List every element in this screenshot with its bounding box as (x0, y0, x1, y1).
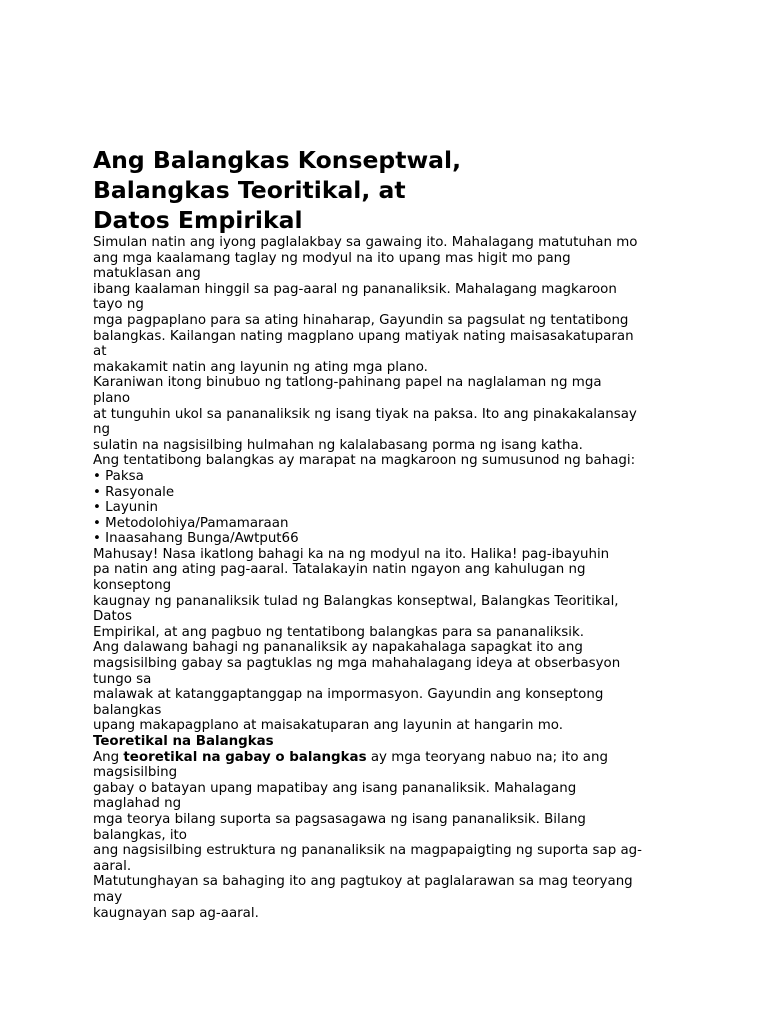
text-line: Datos (93, 609, 132, 625)
text-line: mga pagpaplano para sa ating hinaharap, Gayundin sa pagsulat ng tentatibong (93, 312, 629, 328)
title-line: Ang Balangkas Konseptwal, (93, 146, 462, 174)
section-subheading: Teoretikal na Balangkas (93, 734, 274, 749)
bullet-item: • Metodolohiya/Pamamaraan (93, 515, 289, 531)
document-body (93, 235, 683, 921)
text-line (93, 750, 683, 766)
document-page (93, 145, 683, 921)
text-line: ng (93, 422, 110, 438)
text-line: balangkas. Kailangan nating magplano upang matiyak nating maisasakatuparan (93, 328, 634, 344)
text-line: at tunguhin ukol sa pananaliksik ng isang tiyak na paksa. Ito ang pinakakalansay (93, 406, 637, 422)
bullet-item: • Rasyonale (93, 484, 175, 500)
text-line: makakamit natin ang layunin ng ating mga plano. (93, 359, 428, 375)
text-line: Mahusay! Nasa ikatlong bahagi ka na ng modyul na ito. Halika! pag-ibayuhin (93, 546, 610, 562)
bullet-item: • Inaasahang Bunga/Awtput66 (93, 531, 299, 547)
text-line: balangkas (93, 702, 162, 718)
text-line: Simulan natin ang iyong paglalakbay sa gawaing ito. Mahalagang matutuhan mo (93, 235, 638, 250)
text-line: magsisilbing (93, 765, 178, 781)
bullet-item: • Layunin (93, 500, 158, 516)
text-run: Ang (93, 749, 124, 765)
text-line: at (93, 344, 107, 360)
text-line: Empirikal, at ang pagbuo ng tentatibong balangkas para sa pananaliksik. (93, 624, 584, 640)
text-line: ibang kaalaman hinggil sa pag-aaral ng pananaliksik. Mahalagang magkaroon (93, 281, 617, 297)
text-line: tayo ng (93, 297, 144, 313)
text-line: balangkas, ito (93, 827, 187, 843)
text-line: gabay o batayan upang mapatibay ang isang pananaliksik. Mahalagang (93, 780, 577, 796)
text-line: sulatin na nagsisilbing hulmahan ng kalalabasang porma ng isang katha. (93, 437, 583, 453)
text-line: Ang tentatibong balangkas ay marapat na magkaroon ng sumusunod ng bahagi: (93, 453, 636, 469)
text-line: konseptong (93, 578, 172, 594)
title-line: Balangkas Teoritikal, at (93, 176, 406, 204)
text-line: may (93, 889, 123, 905)
text-run: ay mga teoryang nabuo na; ito ang (366, 749, 608, 765)
bold-term: teoretikal na gabay o balangkas (123, 749, 367, 765)
text-line: ang mga kaalamang taglay ng modyul na ito upang mas higit mo pang (93, 250, 571, 266)
text-line: mga teorya bilang suporta sa pagsasagawa ng isang pananaliksik. Bilang (93, 811, 586, 827)
text-line: tungo sa (93, 671, 152, 687)
text-line: kaugnayan sap ag-aaral. (93, 905, 259, 921)
text-line: Karaniwan itong binubuo ng tatlong-pahinang papel na naglalaman ng mga (93, 375, 602, 391)
text-line: malawak at katanggaptanggap na impormasyon. Gayundin ang konseptong (93, 687, 604, 703)
document-title (93, 145, 683, 235)
text-line: upang makapagplano at maisakatuparan ang layunin at hangarin mo. (93, 718, 564, 734)
text-line: pa natin ang ating pag-aaral. Tatalakayin natin ngayon ang kahulugan ng (93, 562, 586, 578)
title-line: Datos Empirikal (93, 206, 303, 234)
text-line: kaugnay ng pananaliksik tulad ng Balangkas konseptwal, Balangkas Teoritikal, (93, 593, 619, 609)
text-line: magsisilbing gabay sa pagtuklas ng mga mahahalagang ideya at obserbasyon (93, 656, 621, 672)
text-line: ang nagsisilbing estruktura ng pananaliksik na magpapaigting ng suporta sap ag- (93, 843, 643, 859)
text-line: Ang dalawang bahagi ng pananaliksik ay napakahalaga sapagkat ito ang (93, 640, 583, 656)
text-line: aaral. (93, 858, 132, 874)
bullet-item: • Paksa (93, 468, 144, 484)
text-line: Matutunghayan sa bahaging ito ang pagtukoy at paglalarawan sa mag teoryang (93, 874, 633, 890)
text-line: plano (93, 390, 131, 406)
text-line: matuklasan ang (93, 266, 201, 282)
text-line: maglahad ng (93, 796, 182, 812)
